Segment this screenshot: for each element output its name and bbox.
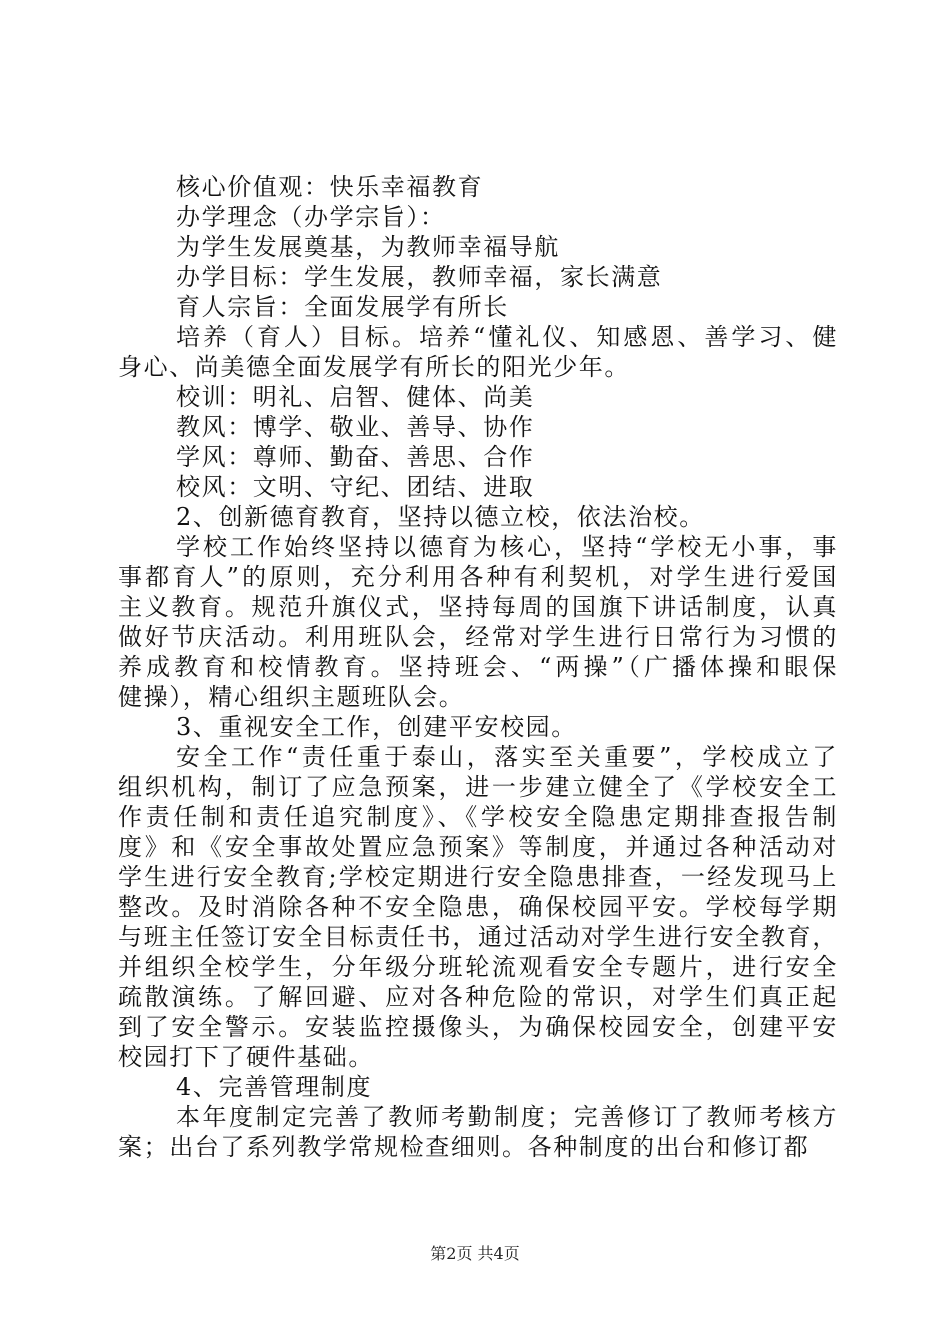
paragraph-safety-work [118,742,838,1072]
text-line: 到了安全警示。安装监控摄像头，为确保校园安全，创建平安 [118,1013,838,1041]
text-line: 校风：文明、守纪、团结、进取 [176,473,535,501]
paragraph-school-goal [118,262,838,292]
paragraph-heading-4 [118,1072,838,1102]
paragraph-philosophy-text [118,232,838,262]
paragraph-school-style [118,472,838,502]
paragraph-education-purpose [118,292,838,322]
text-line: 培养（育人）目标。培养“懂礼仪、知感恩、善学习、健 [176,323,838,351]
text-line: 安全工作“责任重于泰山，落实至关重要”，学校成立了 [176,743,838,771]
text-line: 整改。及时消除各种不安全隐患，确保校园平安。学校每学期 [118,893,838,921]
text-line: 本年度制定完善了教师考勤制度；完善修订了教师考核方 [176,1103,838,1131]
text-line: 做好节庆活动。利用班队会，经常对学生进行日常行为习惯的 [118,623,838,651]
text-line: 校园打下了硬件基础。 [118,1043,374,1071]
paragraph-cultivation-goal [118,322,838,382]
text-line: 健操），精心组织主题班队会。 [118,683,465,711]
text-line: 4、完善管理制度 [176,1073,373,1101]
text-line: 案；出台了系列教学常规检查细则。各种制度的出台和修订都 [118,1133,810,1161]
text-line: 为学生发展奠基，为教师幸福导航 [176,233,560,261]
paragraph-heading-2 [118,502,838,532]
text-line: 事都育人”的原则，充分利用各种有利契机，对学生进行爱国 [118,563,838,591]
page-footer: 第2页 共4页 [430,1244,520,1263]
text-line: 身心、尚美德全面发展学有所长的阳光少年。 [118,353,630,381]
paragraph-heading-3 [118,712,838,742]
text-line: 核心价值观：快乐幸福教育 [176,173,484,201]
document-body [118,172,838,1162]
text-line: 度》和《安全事故处置应急预案》等制度，并通过各种活动对 [118,833,838,861]
text-line: 学风：尊师、勤奋、善思、合作 [176,443,535,471]
text-line: 教风：博学、敬业、善导、协作 [176,413,535,441]
text-line: 校训：明礼、启智、健体、尚美 [176,383,535,411]
text-line: 学校工作始终坚持以德育为核心，坚持“学校无小事，事 [176,533,838,561]
paragraph-management [118,1102,838,1162]
text-line: 2、创新德育教育，坚持以德立校，依法治校。 [176,503,705,531]
text-line: 办学目标：学生发展，教师幸福，家长满意 [176,263,663,291]
text-line: 办学理念（办学宗旨）： [176,203,446,231]
text-line: 作责任制和责任追究制度》、《学校安全隐患定期排查报告制 [118,803,838,831]
text-line: 并组织全校学生，分年级分班轮流观看安全专题片，进行安全 [118,953,838,981]
text-line: 与班主任签订安全目标责任书，通过活动对学生进行安全教育， [118,923,838,951]
text-line: 3、重视安全工作，创建平安校园。 [176,713,577,741]
text-line: 育人宗旨：全面发展学有所长 [176,293,509,321]
paragraph-teaching-style [118,412,838,442]
paragraph-philosophy [118,202,838,232]
text-line: 主义教育。规范升旗仪式，坚持每周的国旗下讲话制度，认真 [118,593,838,621]
paragraph-study-style [118,442,838,472]
paragraph-moral-education [118,532,838,712]
text-line: 疏散演练。了解回避、应对各种危险的常识，对学生们真正起 [118,983,838,1011]
text-line: 组织机构，制订了应急预案，进一步建立健全了《学校安全工 [118,773,838,801]
paragraph-core-values [118,172,838,202]
text-line: 学生进行安全教育;学校定期进行安全隐患排查，一经发现马上 [118,863,838,891]
paragraph-school-motto [118,382,838,412]
text-line: 养成教育和校情教育。坚持班会、“两操”（广播体操和眼保 [118,653,838,681]
